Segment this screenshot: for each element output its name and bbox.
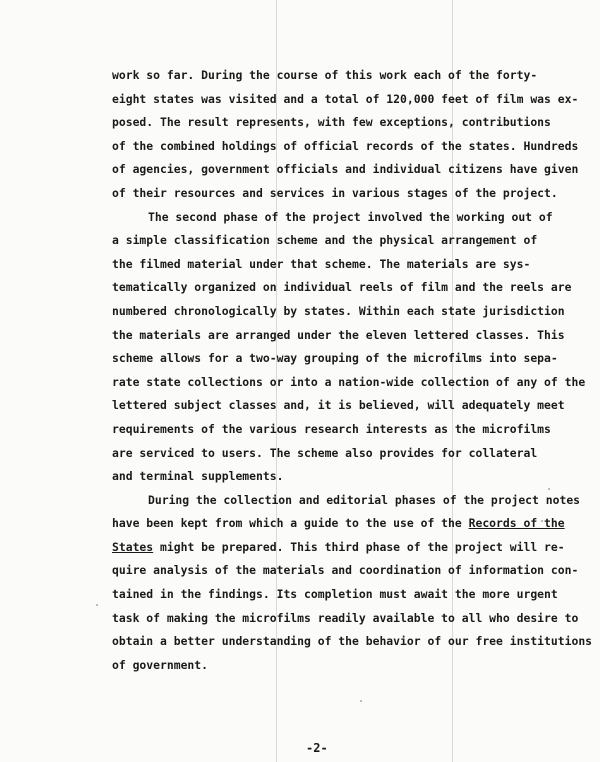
records-of-the-states-title: States [112,539,154,554]
text-line: work so far. During the course of this work each of the forty- [112,68,538,82]
text-line: rate state collections or into a nation-wide collection of any of the [112,374,586,389]
paragraph-2 [112,206,586,489]
text-line [112,536,565,560]
text-line: The second phase of the project involved the working out of [148,209,553,224]
text-line: the materials are arranged under the eleven lettered classes. This [112,327,565,342]
paragraph-1 [112,64,579,206]
text-line: of the combined holdings of official records of the states. Hundreds [112,138,579,153]
text-line: requirements of the various research interests as the microfilms [112,421,551,436]
text-line [112,512,565,536]
records-of-the-states-title: Records of the [468,516,565,531]
text-line: quire analysis of the materials and coordination of information con- [112,563,579,578]
text-line: tematically organized on individual reels of film and the reels are [112,280,572,295]
text-line: of their resources and services in various stages of the project. [112,185,558,200]
text-line: scheme allows for a two-way grouping of the microfilms into sepa- [112,351,558,366]
text-line: tained in the findings. Its completion must await the more urgent [112,587,558,602]
text-line: task of making the microfilms readily available to all who desire to [112,610,579,625]
paragraph-3 [112,489,593,678]
text-line: During the collection and editorial phases of the project notes [148,492,581,507]
text-line: numbered chronologically by states. Within each state jurisdiction [112,303,565,318]
text-line: of agencies, government officials and individual citizens have given [112,162,579,177]
text-line: eight states was visited and a total of 120,000 feet of film was ex- [112,91,579,106]
text-line: are serviced to users. The scheme also provides for collateral [112,445,538,460]
scan-speck [360,700,362,702]
text-fragment: might be prepared. This third phase of the project will re- [153,539,565,554]
text-line: obtain a better understanding of the behavior of our free institutions [112,634,593,649]
text-line: and terminal supplements. [112,469,284,484]
text-line: a simple classification scheme and the physical arrangement of [112,233,538,248]
page-number: -2- [306,741,328,755]
text-fragment: have been kept from which a guide to the use of the [112,516,469,531]
scan-speck [96,604,98,606]
text-line: lettered subject classes and, it is believed, will adequately meet [112,398,565,413]
text-line: of government. [112,657,209,672]
text-line: posed. The result represents, with few exceptions, contributions [112,115,551,130]
body-text [112,64,593,677]
text-line: the filmed material under that scheme. The materials are sys- [112,256,531,271]
